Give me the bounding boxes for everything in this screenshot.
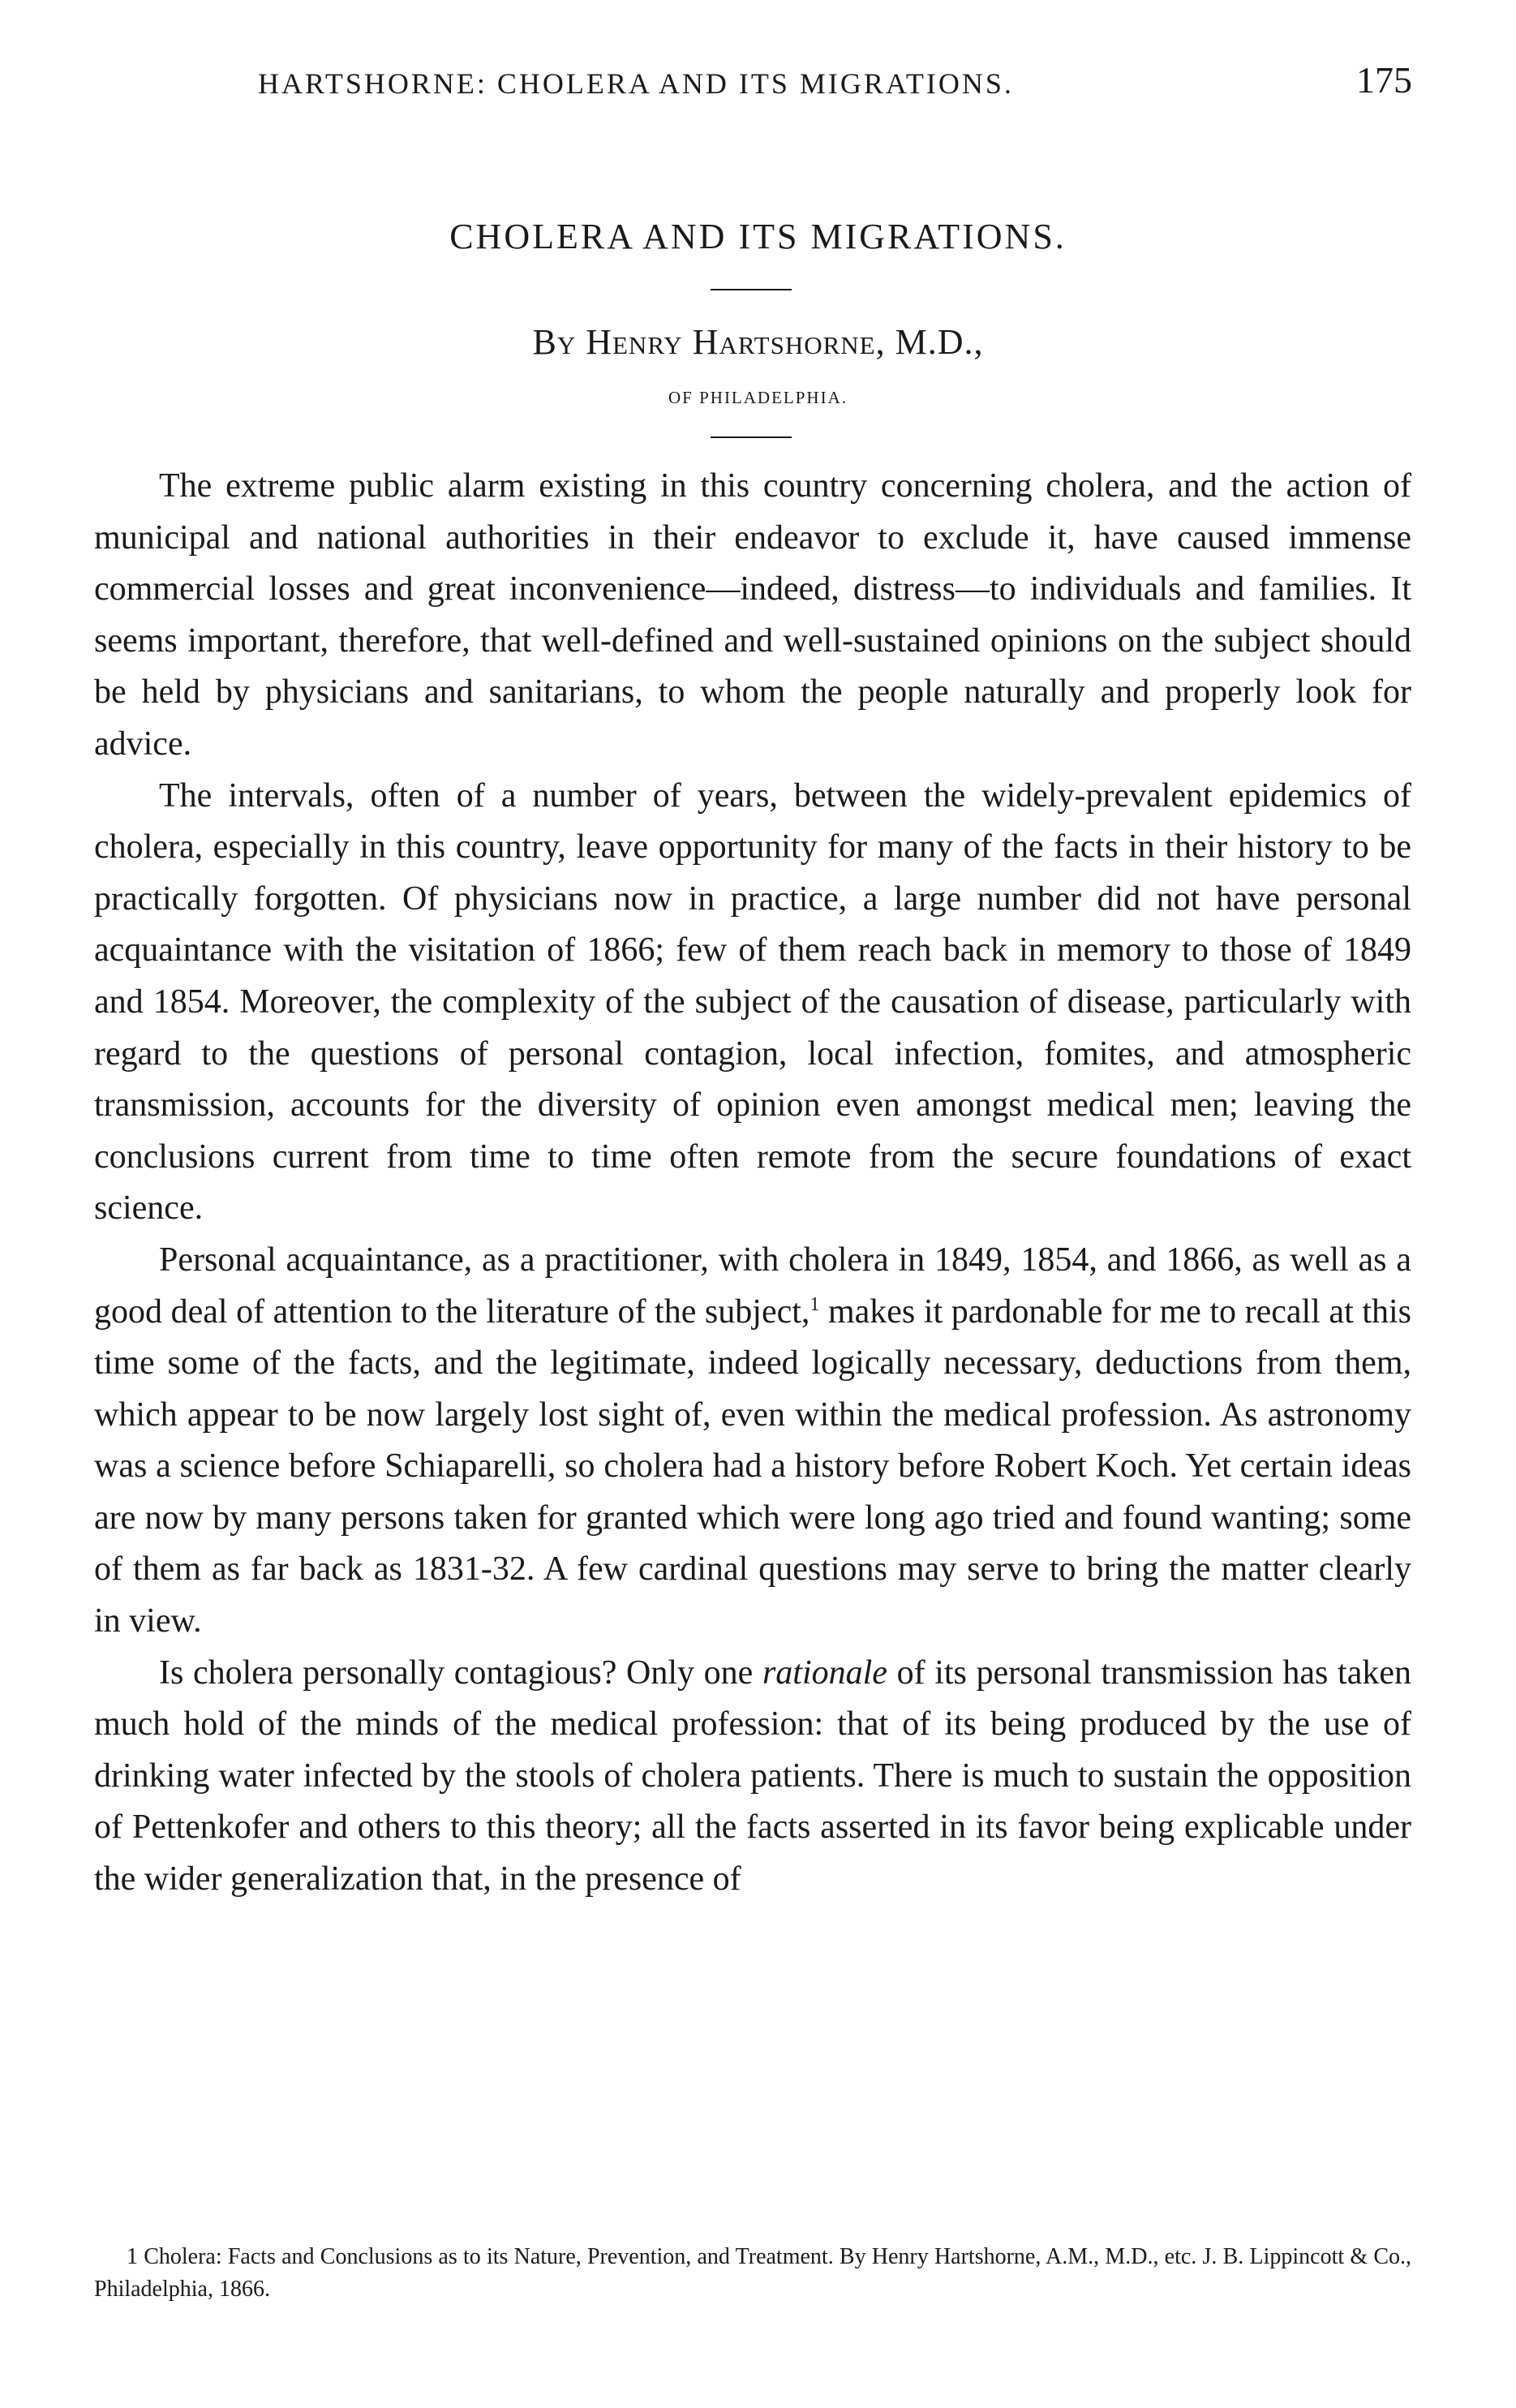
footnote-reference: 1 (810, 1293, 820, 1315)
paragraph-4-text-a: Is cholera personally contagious? Only one (159, 1653, 762, 1692)
author-affiliation: OF PHILADELPHIA. (668, 388, 848, 407)
paragraph-1: The extreme public alarm existing in this country concerning cholera, and the action of municipal and national authorities in their endeavor to exclude it, have caused immense commercial losses and great inconvenience—indeed, distress—to individuals and families. It seems important, therefore, that well-defined and well-sustained opinions on the subject should be held by physicians and sanitarians, to whom the people naturally and properly look for advice. (94, 467, 1411, 763)
paragraph-3-text-a: Personal acquaintance, as a practitioner, with cholera in 1849, 1854, and 1866, as well as a good deal of attention to the literature of the subject, (94, 1241, 1411, 1331)
paragraph-2: The intervals, often of a number of years, between the widely-prevalent epidemics of cholera, especially in this country, leave opportunity for many of the facts in their history to be practically forgotten. Of physicians now in practice, a large number did not have personal acquaintance with the visitation of 1866; few of them reach back in memory to those of 1849 and 1854. Moreover, the complexity of the subject of the causation of disease, particularly with regard to the questions of personal contagion, local infection, fomites, and atmospheric transmission, accounts for the diversity of opinion even amongst medical men; leaving the conclusions current from time to time often remote from the secure foundations of exact science. (94, 776, 1411, 1228)
paragraph-4-text-b: of its personal transmission has taken much hold of the minds of the medical profession: that of its being produced by the use of drinking water infected by the stools of cholera patients. There is much to sustain the opposition of Pettenkofer and others to this theory; all the facts asserted in its favor being explicable under the wider generalization that, in the presence of (94, 1653, 1411, 1898)
author-byline: By Henry Hartshorne, M.D., (532, 322, 984, 362)
italic-term: rationale (762, 1653, 887, 1692)
byline-rule (711, 436, 792, 438)
paragraph-3-text-b: makes it pardonable for me to recall at this time some of the facts, and the legitimate, indeed logically necessary, deductions from them, which appear to be now largely lost sight of, even within the medical profession. As astronomy was a science before Schiaparelli, so cholera had a history before Robert Koch. Yet certain ideas are now by many persons taken for granted which were long ago tried and found wanting; some of them as far back as 1831-32. A few cardinal questions may serve to bring the matter clearly in view. (94, 1292, 1411, 1640)
running-head: HARTSHORNE: CHOLERA AND ITS MIGRATIONS. (258, 67, 1014, 100)
page-number: 175 (1356, 59, 1412, 101)
article-title: CHOLERA AND ITS MIGRATIONS. (449, 217, 1067, 256)
article-body (94, 461, 1411, 1906)
title-rule (711, 289, 792, 290)
paragraph-3 (94, 1235, 1411, 1648)
footnote: 1 Cholera: Facts and Conclusions as to its Nature, Prevention, and Treatment. By Henry Hartshorne, A.M., M.D., etc. J. B. Lippincott & Co., Philadelphia, 1866. (94, 2244, 1411, 2302)
paragraph-4 (94, 1648, 1411, 1906)
